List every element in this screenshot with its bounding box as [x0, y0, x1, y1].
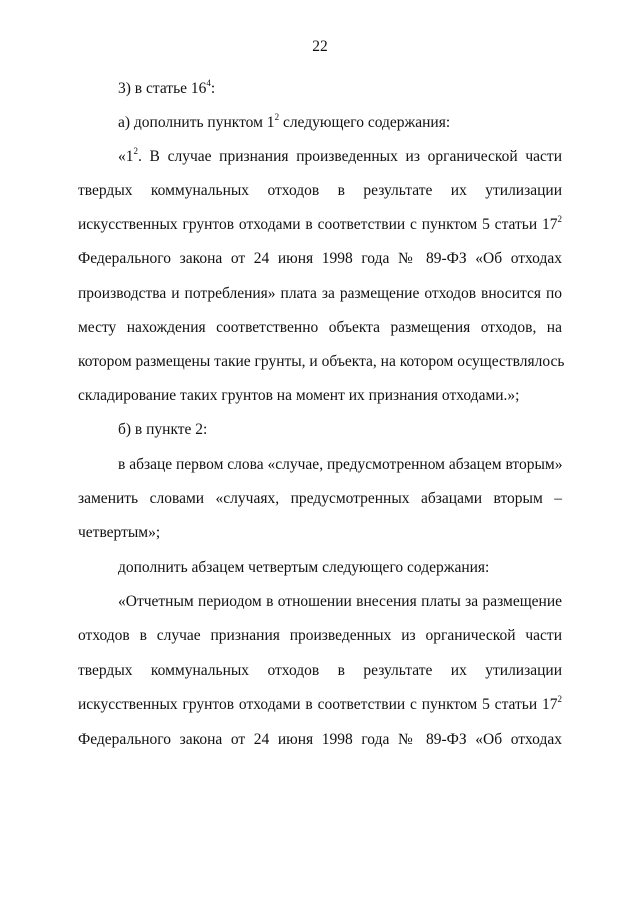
- text-line: заменить словами «случаях, предусмотренных абзацами вторым –: [78, 490, 562, 507]
- text-line: искусственных грунтов отходами в соответствии с пунктом 5 статьи $17^2$: [78, 693, 562, 713]
- text-line: Федерального закона от 24 июня 1998 года № 89-ФЗ «Об отходах: [78, 731, 562, 748]
- text-line: производства и потребления» плата за размещение отходов вносится по: [78, 285, 562, 302]
- text-line: котором размещены такие грунты, и объекта, на котором осуществлялось: [78, 353, 565, 370]
- text-line: искусственных грунтов отходами в соответствии с пунктом 5 статьи $17^2$: [78, 213, 562, 233]
- text-line: твердых коммунальных отходов в результате их утилизации: [78, 662, 562, 679]
- text-line: Федерального закона от 24 июня 1998 года № 89-ФЗ «Об отходах: [78, 250, 562, 267]
- text-line: дополнить абзацем четвертым следующего содержания:: [118, 559, 490, 576]
- text-line: отходов в случае признания произведенных из органической части: [78, 627, 562, 644]
- text-line: 3) в статье $16^4$:: [118, 77, 216, 97]
- text-line: четвертым»;: [78, 524, 161, 541]
- text-line: а) дополнить пунктом $1^2$ следующего содержания:: [118, 111, 451, 131]
- text-line: «$1^2$. В случае признания произведенных из органической части: [118, 145, 562, 165]
- text-line: месту нахождения соответственно объекта размещения отходов, на: [78, 319, 562, 336]
- text-line: твердых коммунальных отходов в результате их утилизации: [78, 182, 562, 199]
- text-line: «Отчетным периодом в отношении внесения платы за размещение: [118, 593, 562, 610]
- text-line: б) в пункте 2:: [118, 421, 208, 438]
- page-number: 22: [312, 38, 328, 55]
- text-line: в абзаце первом слова «случае, предусмотренном абзацем вторым»: [118, 456, 563, 473]
- text-line: складирование таких грунтов на момент их признания отходами.»;: [78, 387, 520, 404]
